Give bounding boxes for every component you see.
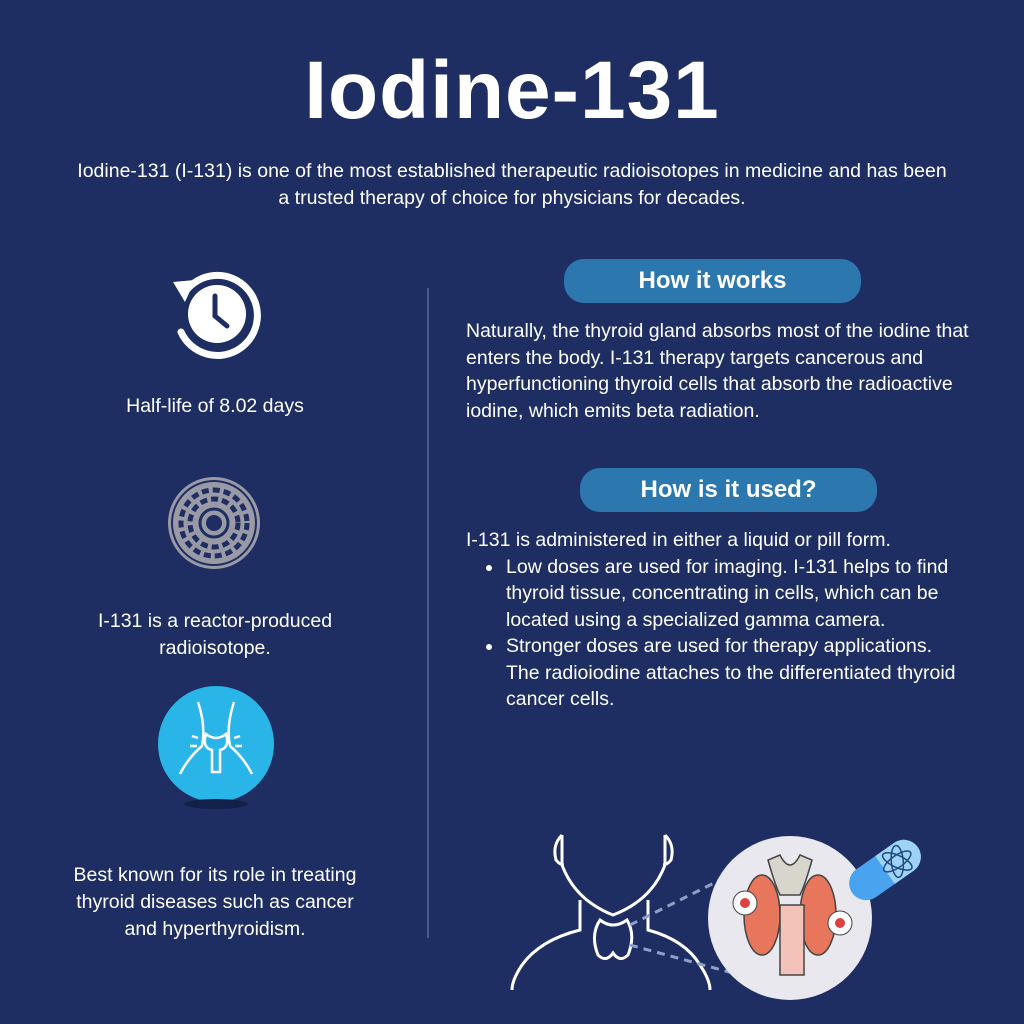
- intro-text: Iodine-131 (I-131) is one of the most established therapeutic radioisotopes in medicine and has been a trusted therapy of choice for physicians for decades.: [77, 160, 947, 209]
- how-used-heading: How is it used?: [580, 468, 877, 512]
- column-divider: [427, 288, 429, 938]
- how-it-works-heading: How it works: [564, 259, 861, 303]
- clock-history-icon: [163, 262, 267, 362]
- list-item: Stronger doses are used for therapy applications. The radioiodine attaches to the differentiated thyroid cancer cells.: [466, 633, 956, 713]
- reactor-core-icon: [164, 473, 264, 573]
- thyroid-icon: [158, 686, 274, 810]
- list-item: Low doses are used for imaging. I-131 helps to find thyroid tissue, concentrating in cells, which can be located using a specialized gamma camera.: [466, 554, 956, 634]
- fact-half-life: Half-life of 8.02 days: [126, 395, 304, 417]
- how-used-text: I-131 is administered in either a liquid or pill form.: [466, 529, 891, 551]
- neck-outline-icon: [512, 835, 710, 990]
- how-used-section: [466, 527, 956, 713]
- how-it-works-text: Naturally, the thyroid gland absorbs most of the iodine that enters the body. I-131 therapy targets cancerous and hyperfunctioning thyroid cells that absorb the radioactive iodine, which emits beta radiation.: [466, 320, 969, 422]
- thyroid-illustration: [500, 815, 940, 1015]
- how-used-list: [466, 554, 956, 713]
- fact-reactor: I-131 is a reactor-produced radioisotope.: [97, 610, 333, 659]
- fact-thyroid: Best known for its role in treating thyroid diseases such as cancer and hyperthyroidism.: [73, 864, 357, 940]
- page-title: Iodine-131: [304, 45, 720, 136]
